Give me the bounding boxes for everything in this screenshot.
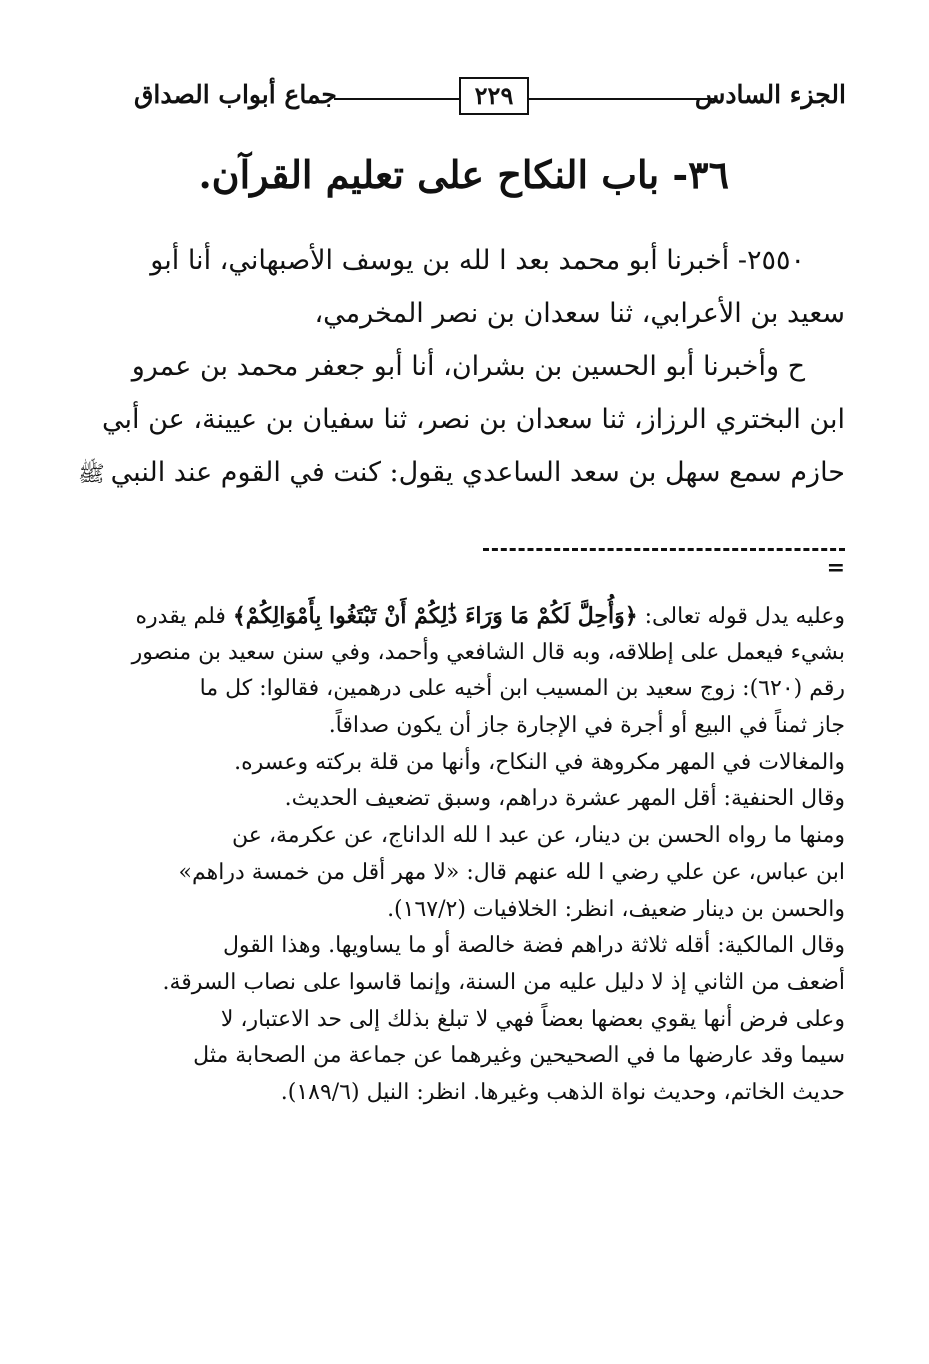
header-rule-left [334,98,459,100]
footnote-line: وعلى فرض أنها يقوي بعضها بعضاً فهي لا تبلغ بذلك إلى حد الاعتبار، لا [220,1006,845,1032]
footnote-line: أضعف من الثاني إذ لا دليل عليه من السنة، وإنما قاسوا على نصاب السرقة. [162,969,845,995]
volume-label: الجزء السادس [694,80,846,109]
footnote-line: بشيء فيعمل على إطلاقه، وبه قال الشافعي وأحمد، وفي سنن سعيد بن منصور [131,639,845,665]
section-label: جماع أبواب الصداق [134,80,337,109]
footnote-continuation-mark: = [826,555,845,581]
footnote-line: جاز ثمناً في البيع أو أجرة في الإجارة جاز أن يكون صداقاً. [328,713,845,739]
footnote-line: والحسن بن دينار ضعيف، انظر: الخلافيات (١٦٧/٢). [387,896,845,922]
footnote-line [133,598,845,635]
main-line: ح وأخبرنا أبو الحسين بن بشران، أنا أبو جعفر محمد بن عمرو [131,351,805,382]
footnote-line: حديث الخاتم، وحديث نواة الذهب وغيرها. انظر: النيل (١٨٩/٦). [280,1079,845,1105]
footnote-line: ومنها ما رواه الحسن بن دينار، عن عبد ا لله الداناج، عن عكرمة، عن [232,823,845,849]
footnote-line: وقال المالكية: أقله ثلاثة دراهم فضة خالصة أو ما يساويها. وهذا القول [222,933,845,959]
main-line-text: حازم سمع سهل بن سعد الساعدي يقول: كنت في القوم عند النبي [110,457,845,488]
main-line: سعيد بن الأعرابي، ثنا سعدان بن نصر المخرمي، [314,298,845,329]
quran-verse: ﴿وَأُحِلَّ لَكُمْ مَا وَرَاءَ ذَٰلِكُمْ أَنْ تَبْتَغُوا بِأَمْوَالِكُمْ﴾ [232,603,638,629]
main-line [78,446,845,499]
chapter-title: ٣٦- باب النكاح على تعليم القرآن. [198,152,729,197]
footnote-line: والمغالات في المهر مكروهة في النكاح، وأنها من قلة بركته وعسره. [234,749,845,775]
main-text [78,234,845,499]
footnotes [133,598,845,1112]
main-line: ابن البختري الرزاز، ثنا سعدان بن نصر، ثنا سفيان بن عيينة، عن أبي [102,404,845,435]
footnote-line: سيما وقد عارضها ما في الصحيحين وغيرهما عن جماعة من الصحابة مثل [193,1043,845,1069]
page-number: ٢٢٩ [459,77,529,115]
footnote-line: ابن عباس، عن علي رضي ا لله عنهم قال: «لا مهر أقل من خمسة دراهم» [178,859,845,885]
footnote-line: رقم (٦٢٠): زوج سعيد بن المسيب ابن أخيه على درهمين، فقالوا: كل ما [199,676,845,702]
footnote-separator [483,548,845,551]
footnote-line: وقال الحنفية: أقل المهر عشرة دراهم، وسبق تضعيف الحديث. [284,786,845,812]
salawat-glyph: ﷺ [78,462,105,487]
footnote-text: وعليه يدل قوله تعالى: [637,604,845,629]
footnote-text: فلم يقدره [135,604,233,629]
header-rule-right [521,98,716,100]
main-line: ٢٥٥٠- أخبرنا أبو محمد بعد ا لله بن يوسف الأصبهاني، أنا أبو [150,245,805,276]
running-header [134,76,846,120]
